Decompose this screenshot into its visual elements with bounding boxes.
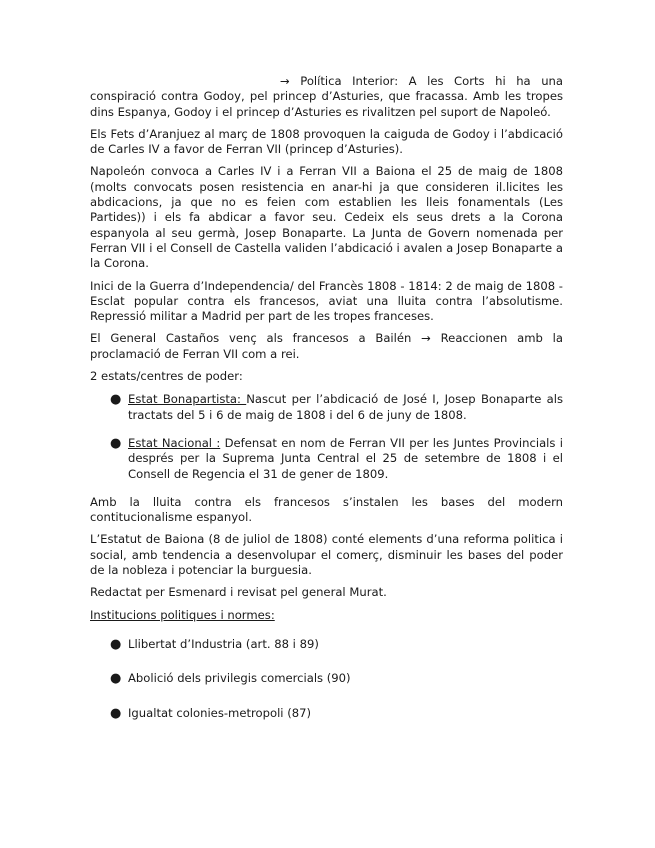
bullet-icon: ● <box>110 636 122 652</box>
paragraph-napoleon-baiona: Napoleón convoca a Carles IV i a Ferran VII a Baiona el 25 de maig de 1808 (molts convocats posen resistencia en anar-hi ja que consideren il.licites les abdicacions, ja que no es feien com establien les lleis fonamentals (Les Partides)) i els fa abdicar a favor seu. Cedeix els seus drets a la Corona espanyola al seu germà, Josep Bonaparte. La Junta de Govern nomenada per Ferran VII i el Consell de Castella validen l’abdicació i avalen a Josep Bonaparte a la Corona. <box>90 164 563 271</box>
list-item <box>90 392 563 423</box>
bullet-icon: ● <box>110 435 122 451</box>
paragraph-estatut-baiona: L’Estatut de Baiona (8 de juliol de 1808) conté elements d’una reforma politica i social, amb tendencia a desenvolupar el comerç, disminuir les bases del poder de la nobleza i potenciar la burguesia. <box>90 532 563 578</box>
list-item <box>90 671 563 686</box>
list-item <box>90 637 563 652</box>
paragraph-fets-aranjuez: Els Fets d’Aranjuez al març de 1808 provoquen la caiguda de Godoy i l’abdicació de Carles IV a favor de Ferran VII (princep d’Asturies). <box>90 126 563 157</box>
paragraph-politica-interior: → Política Interior: A les Corts hi ha una conspiració contra Godoy, pel princep d’Asturies, que fracassa. Amb les tropes dins Espanya, Godoy i el princep d’Asturies es rivalitzen pel suport de Napoleó. <box>90 74 563 119</box>
states-list <box>90 392 563 481</box>
paragraph-estats-intro: 2 estats/centres de poder: <box>90 369 243 384</box>
paragraph-guerra-independencia: Inici de la Guerra d’Independencia/ del Francès 1808 - 1814: 2 de maig de 1808 - Esclat popular contra els francesos, aviat una lluita contra l’absolutisme. Repressió militar a Madrid per part de les tropes franceses. <box>90 278 563 324</box>
bullet-icon: ● <box>110 671 122 687</box>
document-body <box>90 74 563 740</box>
state-text: Defensat en nom de Ferran VII per les Juntes Provincials i després per la Suprema Junta Central el 25 de setembre de 1808 i el Consell de Regencia el 31 de gener de 1809. <box>128 435 563 481</box>
paragraph-contitucionalisme: Amb la lluita contra els francesos s’instalen les bases del modern contitucionalisme espanyol. <box>90 494 563 525</box>
institution-text: Igualtat colonies-metropoli (87) <box>128 705 311 720</box>
institution-text: Abolició dels privilegis comercials (90) <box>128 671 351 686</box>
state-title: Estat Nacional : <box>128 435 221 450</box>
state-text: Nascut per l’abdicació de José I, Josep Bonaparte als tractats del 5 i 6 de maig de 1808 i del 6 de juny de 1808. <box>128 392 563 422</box>
institution-text: Llibertat d’Industria (art. 88 i 89) <box>128 636 319 651</box>
institutions-heading: Institucions politiques i normes: <box>90 607 275 622</box>
paragraph-castanos-bailen: El General Castaños venç als francesos a Bailén → Reaccionen amb la proclamació de Ferran VII com a rei. <box>90 331 563 361</box>
list-item <box>90 436 563 482</box>
paragraph-redactat: Redactat per Esmenard i revisat pel general Murat. <box>90 585 387 600</box>
bullet-icon: ● <box>110 392 122 408</box>
state-title: Estat Bonapartista: <box>128 392 247 407</box>
institutions-list <box>90 637 563 721</box>
bullet-icon: ● <box>110 705 122 721</box>
list-item <box>90 706 563 721</box>
